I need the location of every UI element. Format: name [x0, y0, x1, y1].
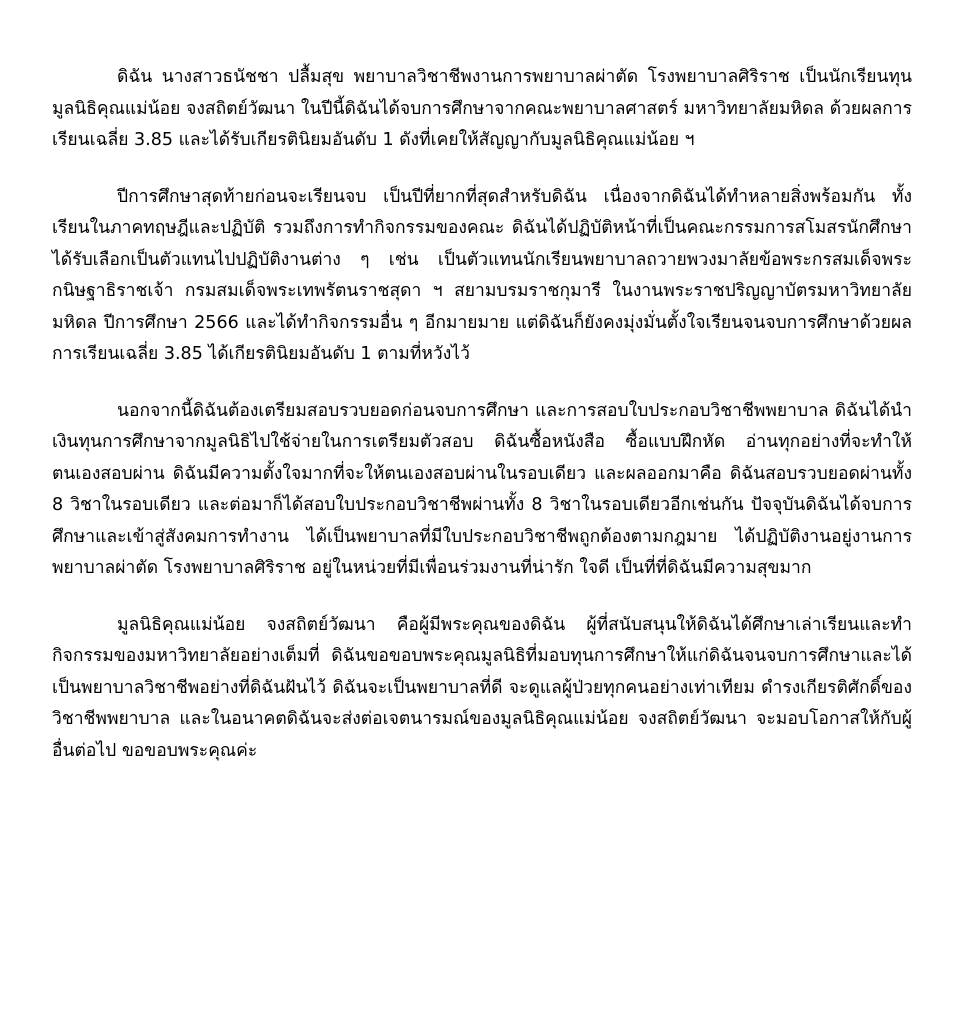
- paragraph-final-year: ปีการศึกษาสุดท้ายก่อนจะเรียนจบ เป็นปีที่ยากที่สุดสำหรับดิฉัน เนื่องจากดิฉันได้ทำหลายสิ่งพร้อมกัน ทั้งเรียนในภาคทฤษฎีและปฏิบัติ รวมถึงการทำกิจกรรมของคณะ ดิฉันได้ปฏิบัติหน้าที่เป็นคณะกรรมการสโมสรนักศึกษา ได้รับเลือกเป็นตัวแทนไปปฏิบัติงานต่าง ๆ เช่น เป็นตัวแทนนักเรียนพยาบาลถวายพวงมาลัยข้อพระกรสมเด็จพระกนิษฐาธิราชเจ้า กรมสมเด็จพระเทพรัตนราชสุดา ฯ สยามบรมราชกุมารี ในงานพระราชปริญญาบัตรมหาวิทยาลัยมหิดล ปีการศึกษา 2566 และได้ทำกิจกรรมอื่น ๆ อีกมายมาย แต่ดิฉันก็ยังคงมุ่งมั่นตั้งใจเรียนจนจบการศึกษาด้วยผลการเรียนเฉลี่ย 3.85 ได้เกียรตินิยมอันดับ 1 ตามที่หวังไว้: [52, 186, 912, 364]
- paragraph-thanks: มูลนิธิคุณแม่น้อย จงสถิตย์วัฒนา คือผู้มีพระคุณของดิฉัน ผู้ที่สนับสนุนให้ดิฉันได้ศึกษาเล่าเรียนและทำกิจกรรมของมหาวิทยาลัยอย่างเต็มที่ ดิฉันขอขอบพระคุณมูลนิธิที่มอบทุนการศึกษาให้แก่ดิฉันจนจบการศึกษาและได้เป็นพยาบาลวิชาชีพอย่างที่ดิฉันฝันไว้ ดิฉันจะเป็นพยาบาลที่ดี จะดูแลผู้ป่วยทุกคนอย่างเท่าเทียม ดำรงเกียรติศักดิ์ของวิชาชีพพยาบาล และในอนาคตดิฉันจะส่งต่อเจตนารมณ์ของมูลนิธิคุณแม่น้อย จงสถิตย์วัฒนา จะมอบโอกาสให้กับผู้อื่นต่อไป ขอขอบพระคุณค่ะ: [52, 614, 912, 761]
- letter-body: [52, 62, 912, 792]
- paragraph-graduation: ดิฉัน นางสาวธนัชชา ปลื้มสุข พยาบาลวิชาชีพงานการพยาบาลผ่าตัด โรงพยาบาลศิริราช เป็นนักเรียนทุนมูลนิธิคุณแม่น้อย จงสถิตย์วัฒนา ในปีนี้ดิฉันได้จบการศึกษาจากคณะพยาบาลศาสตร์ มหาวิทยาลัยมหิดล ด้วยผลการเรียนเฉลี่ย 3.85 และได้รับเกียรตินิยมอันดับ 1 ดังที่เคยให้สัญญากับมูลนิธิคุณแม่น้อย ฯ: [52, 67, 912, 150]
- paragraph-exams-and-career: นอกจากนี้ดิฉันต้องเตรียมสอบรวบยอดก่อนจบการศึกษา และการสอบใบประกอบวิชาชีพพยาบาล ดิฉันได้นำเงินทุนการศึกษาจากมูลนิธิไปใช้จ่ายในการเตรียมตัวสอบ ดิฉันซื้อหนังสือ ซื้อแบบฝึกหัด อ่านทุกอย่างที่จะทำให้ตนเองสอบผ่าน ดิฉันมีความตั้งใจมากที่จะให้ตนเองสอบผ่านในรอบเดียว และผลออกมาคือ ดิฉันสอบรวบยอดผ่านทั้ง 8 วิชาในรอบเดียว และต่อมาก็ได้สอบใบประกอบวิชาชีพผ่านทั้ง 8 วิชาในรอบเดียวอีกเช่นกัน ปัจจุบันดิฉันได้จบการศึกษาและเข้าสู่สังคมการทำงาน ได้เป็นพยาบาลที่มีใบประกอบวิชาชีพถูกต้องตามกฎมาย ได้ปฏิบัติงานอยู่งานการพยาบาลผ่าตัด โรงพยาบาลศิริราช อยู่ในหน่วยที่มีเพื่อนร่วมงานที่น่ารัก ใจดี เป็นที่ที่ดิฉันมีความสุขมาก: [52, 400, 912, 578]
